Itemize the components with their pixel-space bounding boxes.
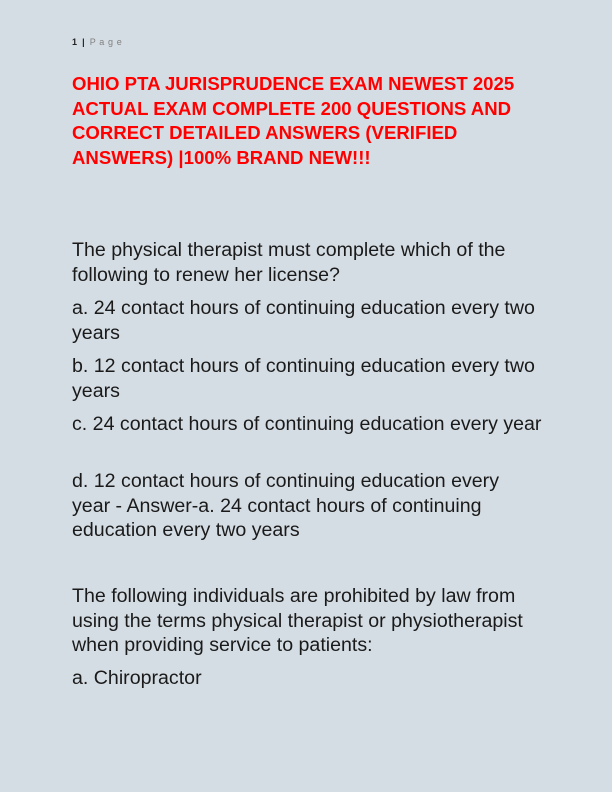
page-word: P a g e	[89, 37, 123, 47]
question-1-option-a: a. 24 contact hours of continuing education every two years	[72, 297, 535, 344]
question-1-option-c: c. 24 contact hours of continuing education every year	[72, 413, 542, 435]
question-2-stem: The following individuals are prohibited by law from using the terms physical therapist or physiotherapist when providing service to patients:	[72, 585, 523, 656]
document-title: OHIO PTA JURISPRUDENCE EXAM NEWEST 2025 ACTUAL EXAM COMPLETE 200 QUESTIONS AND CORRECT DETAILED ANSWERS (VERIFIED ANSWERS) |100% BRAND NEW!!!	[72, 73, 515, 168]
question-1-option-d-answer: d. 12 contact hours of continuing education every year - Answer-a. 24 contact hours of continuing education every two years	[72, 470, 499, 541]
page-header	[72, 36, 122, 48]
question-1-option-b: b. 12 contact hours of continuing education every two years	[72, 355, 535, 402]
question-2-option-a: a. Chiropractor	[72, 667, 202, 689]
page-separator: |	[82, 37, 85, 47]
page-number: 1	[72, 37, 78, 47]
question-1-stem: The physical therapist must complete which of the following to renew her license?	[72, 239, 506, 286]
